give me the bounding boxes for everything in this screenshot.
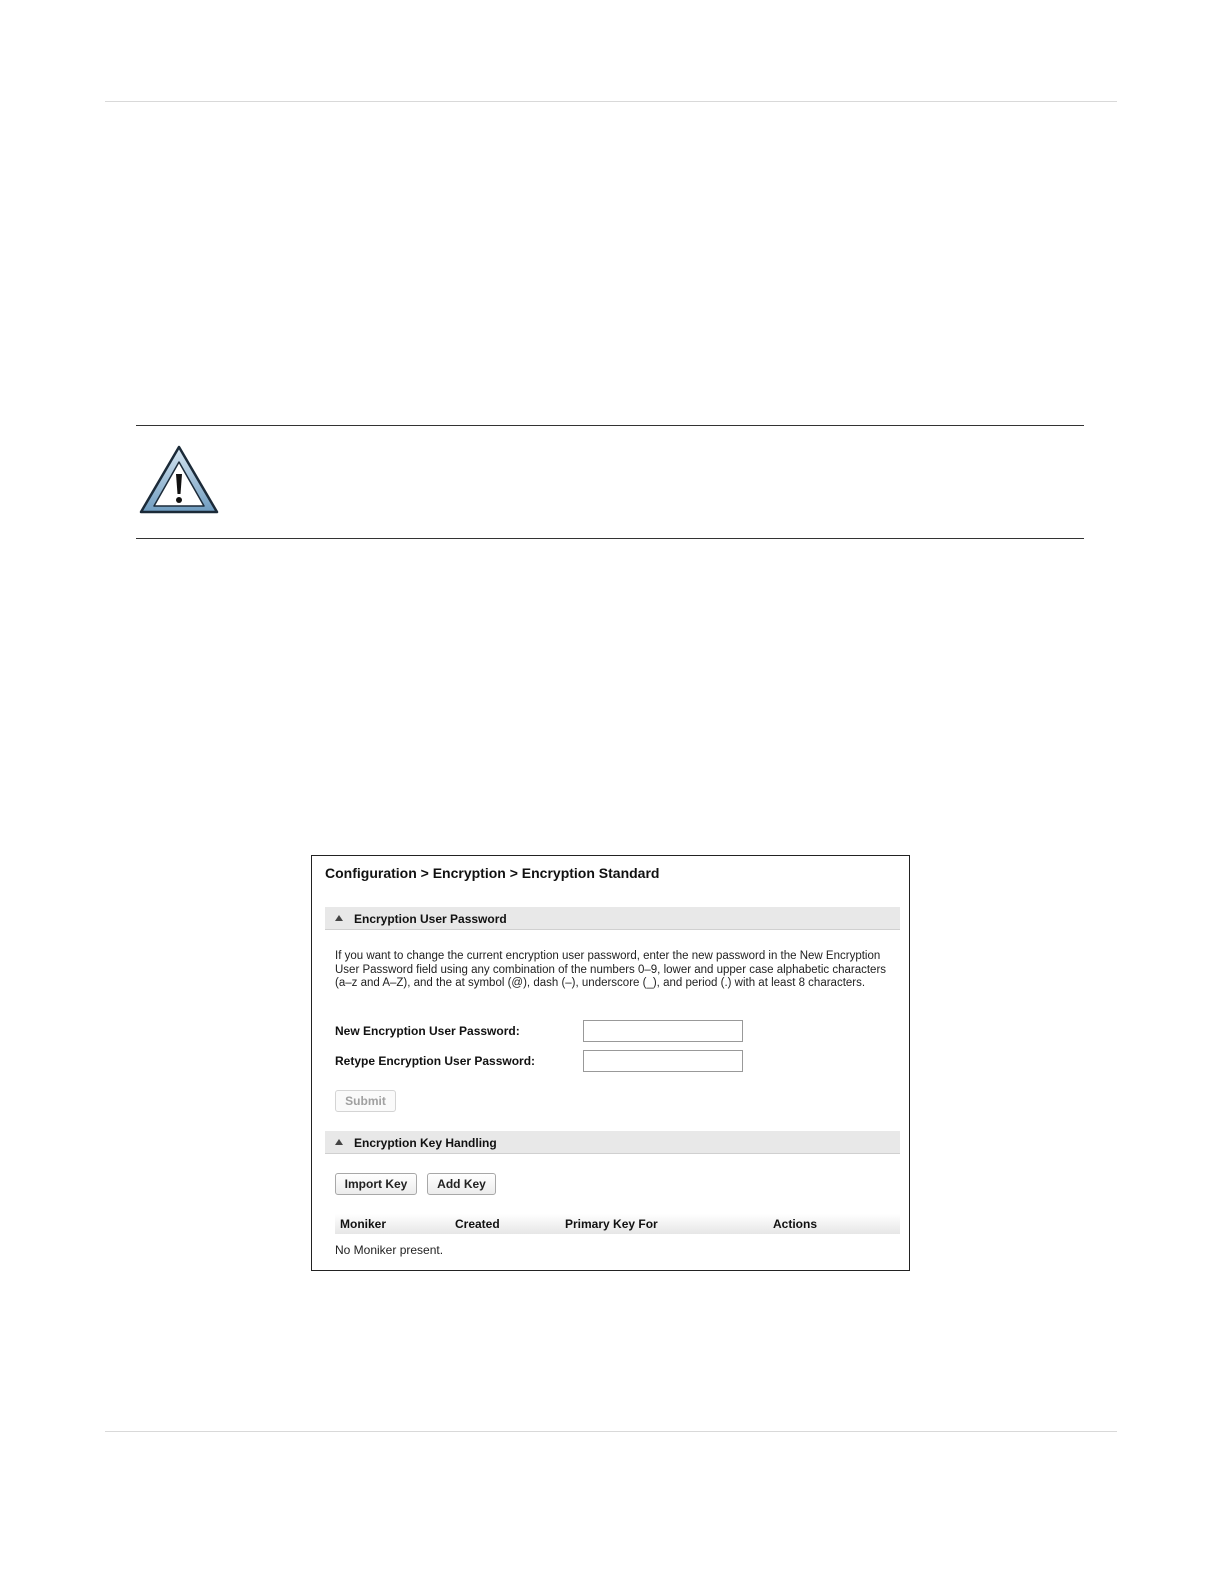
empty-table-message: No Moniker present.	[335, 1243, 444, 1257]
password-section-header[interactable]	[325, 907, 900, 930]
submit-button[interactable]: Submit	[335, 1090, 396, 1112]
collapse-triangle-icon	[335, 1139, 343, 1145]
add-key-button[interactable]: Add Key	[427, 1173, 496, 1195]
new-password-input[interactable]	[583, 1020, 743, 1042]
warning-triangle-icon	[138, 444, 220, 516]
column-header-actions: Actions	[773, 1217, 818, 1231]
encryption-standard-panel	[311, 855, 910, 1271]
footer-rule	[105, 1431, 1117, 1432]
retype-password-input[interactable]	[583, 1050, 743, 1072]
column-header-moniker[interactable]: Moniker	[340, 1217, 387, 1231]
warning-notice	[136, 425, 1084, 539]
retype-password-label: Retype Encryption User Password:	[335, 1054, 536, 1068]
moniker-table-header	[335, 1214, 900, 1234]
column-header-primary-key-for[interactable]: Primary Key For	[565, 1217, 658, 1231]
key-section-header[interactable]	[325, 1131, 900, 1154]
collapse-triangle-icon	[335, 915, 343, 921]
header-rule	[105, 101, 1117, 102]
key-section-title: Encryption Key Handling	[354, 1136, 497, 1150]
password-section-title: Encryption User Password	[354, 912, 507, 926]
column-header-created[interactable]: Created	[455, 1217, 500, 1231]
breadcrumb: Configuration > Encryption > Encryption Standard	[325, 865, 660, 881]
new-password-label: New Encryption User Password:	[335, 1024, 520, 1038]
password-instructions: If you want to change the current encryption user password, enter the new password in the New Encryption User Password field using any combination of the numbers 0–9, lower and upper case alphabetic characters (a–z and A–Z), and the at symbol (@), dash (–), underscore (_), and period (.) with at least 8 characters.	[335, 950, 887, 990]
import-key-button[interactable]: Import Key	[335, 1173, 417, 1195]
